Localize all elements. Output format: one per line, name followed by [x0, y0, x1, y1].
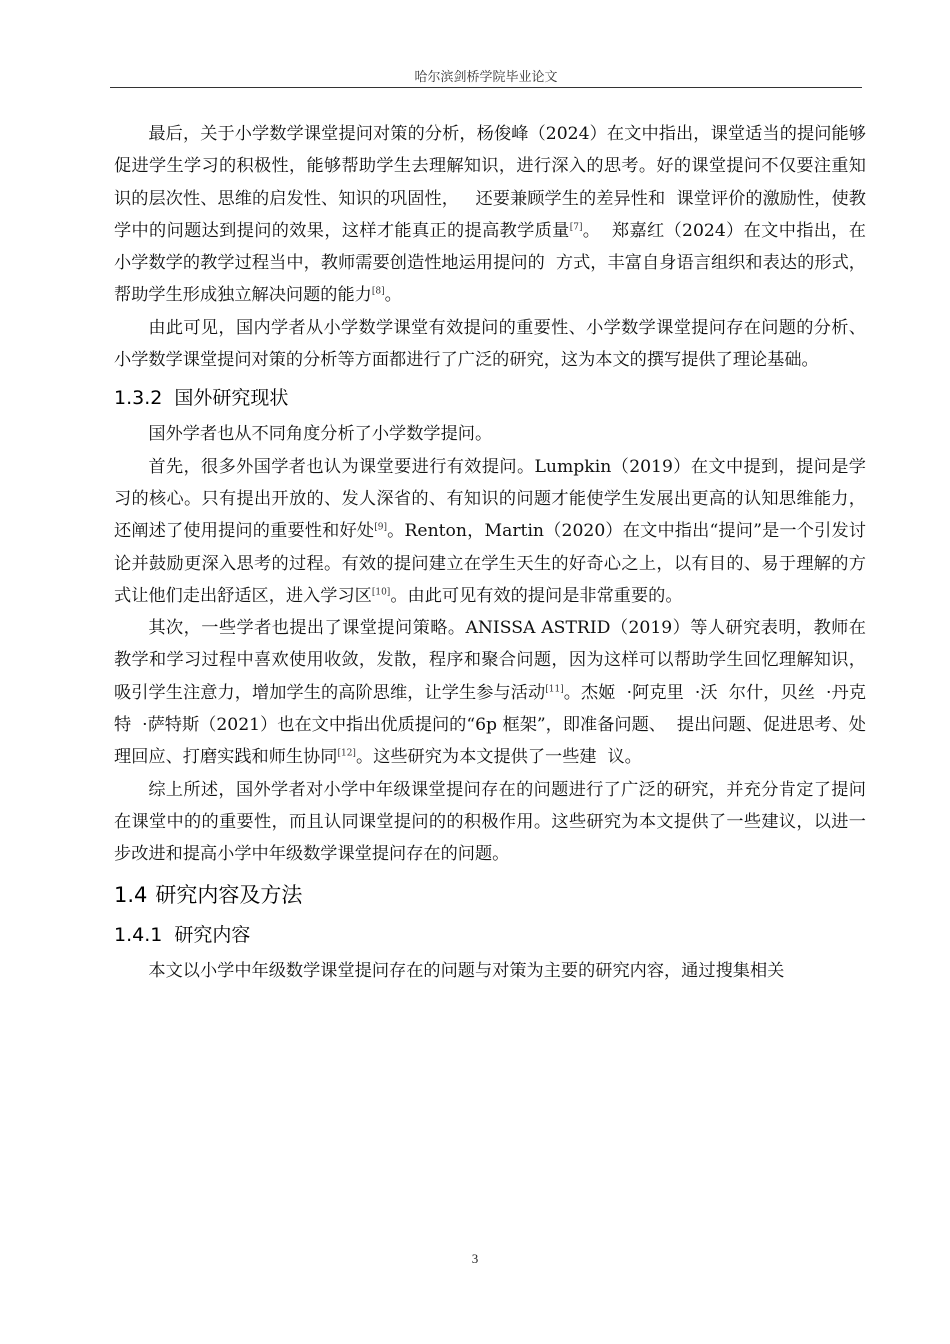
section-heading-1-3-2 — [114, 382, 866, 414]
citation-ref[interactable]: [11] — [545, 684, 564, 695]
citation-ref[interactable]: [12] — [337, 748, 356, 759]
citation-ref[interactable]: [9] — [374, 522, 387, 533]
paragraph-text: 。Renton，Martin（2020）在文中指出“提问”是一个引发讨论并鼓励更深入思考的过程。有效的提问建立在学生天生的好奇心之上，以有目的、易于理解的方式让他们走出舒适区，进入学习区 — [114, 521, 866, 606]
paragraph-text: 最后，关于小学数学课堂提问对策的分析，杨俊峰（2024）在文中指出，课堂适当的提问能够促进学生学习的积极性，能够帮助学生去理解知识，进行深入的思考。好的课堂提问不仅要注重知识的层次性、思维的启发性、知识的巩固性， 还要兼顾学生的差异性和 课堂评价的激励性，使教学中的问题达到提问的效果，这样才能真正的提高教学质量 — [114, 124, 866, 241]
paragraph-question-strategies-foreign — [114, 612, 866, 773]
section-title: 研究内容及方法 — [155, 882, 303, 907]
paragraph-text: 。由此可见有效的提问是非常重要的。 — [390, 585, 683, 606]
section-number: 1.3.2 — [114, 387, 163, 410]
section-title: 研究内容 — [174, 923, 251, 946]
paragraph-domestic-summary: 由此可见，国内学者从小学数学课堂有效提问的重要性、小学数学课堂提问存在问题的分析、小学数学课堂提问对策的分析等方面都进行了广泛的研究，这为本文的撰写提供了理论基础。 — [114, 317, 866, 371]
paragraph-foreign-summary: 综上所述，国外学者对小学中年级课堂提问存在的问题进行了广泛的研究，并充分肯定了提问在课堂中的的重要性，而且认同课堂提问的的积极作用。这些研究为本文提供了一些建议，以进一步改进和提高小学中年级数学课堂提问存在的问题。 — [114, 779, 866, 865]
citation-ref[interactable]: [8] — [371, 286, 385, 297]
paragraph-text: 其次，一些学者也提出了课堂提问策略。ANISSA ASTRID（2019）等人研究表明，教师在教学和学习过程中喜欢使用收敛，发散，程序和聚合问题，因为这样可以帮助学生回忆理解知识，吸引学生注意力，增加学生的高阶思维，让学生参与活动 — [114, 618, 866, 703]
section-heading-1-4 — [114, 877, 866, 913]
paragraph-text: 。 — [384, 285, 402, 306]
paragraph-question-strategies-domestic — [114, 118, 866, 312]
citation-ref[interactable]: [7] — [569, 222, 583, 233]
section-title: 国外研究现状 — [174, 387, 289, 410]
paragraph-foreign-intro: 国外学者也从不同角度分析了小学数学提问。 — [148, 424, 493, 445]
section-heading-1-4-1 — [114, 919, 866, 951]
section-number: 1.4 — [114, 882, 148, 907]
citation-ref[interactable]: [10] — [371, 587, 391, 598]
running-header: 哈尔滨剑桥学院毕业论文 — [414, 70, 558, 85]
body-text — [114, 118, 866, 987]
paragraph-research-content: 本文以小学中年级数学课堂提问存在的问题与对策为主要的研究内容，通过搜集相关 — [148, 960, 785, 981]
paragraph-text: 。 郑嘉红（2024）在文中指出，在小学数学的教学过程当中，教师需要创造性地运用提问的 方式，丰富自身语言组织和表达的形式，帮助学生形成独立解决问题的能力 — [114, 220, 866, 306]
paragraph-text: 。这些研究为本文提供了一些建 议。 — [355, 747, 642, 768]
paragraph-text: 首先，很多外国学者也认为课堂要进行有效提问。Lumpkin（2019）在文中提到，提问是学习的核心。只有提出开放的、发人深省的、有知识的问题才能使学生发展出更高的认知思维能力，还阐述了使用提问的重要性和好处 — [114, 456, 866, 542]
header-rule — [110, 87, 862, 88]
section-number: 1.4.1 — [114, 923, 163, 946]
paragraph-effective-questioning — [114, 451, 866, 612]
paragraph-text: 。杰姬 ·阿克里 ·沃 尔什，贝丝 ·丹克特 ·萨特斯（2021）也在文中指出优质提问的“6p 框架”，即准备问题、 提出问题、促进思考、处理回应、打磨实践和师生协同 — [114, 682, 866, 768]
page-number: 3 — [471, 1251, 479, 1266]
